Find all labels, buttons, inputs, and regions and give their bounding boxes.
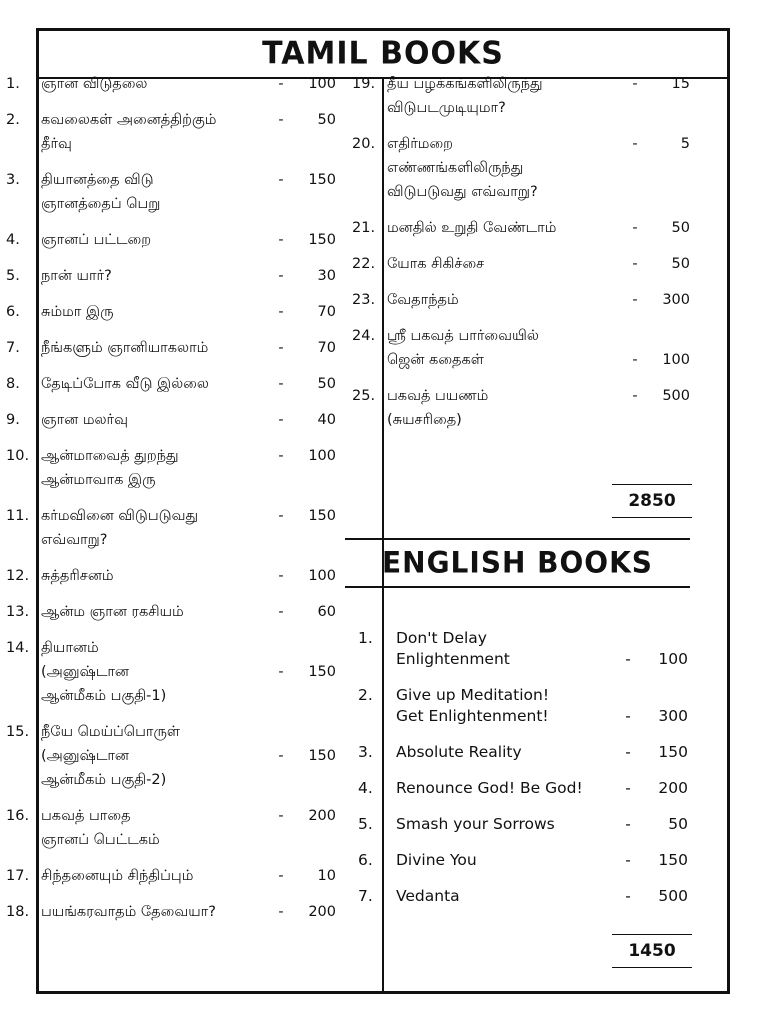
book-row	[6, 372, 336, 396]
book-number: 5.	[358, 815, 373, 833]
book-title-line: Divine You	[396, 851, 477, 869]
book-price: 30	[317, 268, 336, 284]
book-title-line: Renounce God! Be God!	[396, 779, 583, 797]
price-dash: -	[625, 815, 631, 833]
book-title-line: தேடிப்போக வீடு இல்லை	[41, 376, 209, 392]
book-title-line: (அனுஷ்டான	[41, 664, 129, 680]
price-dash: -	[278, 568, 284, 584]
book-title	[41, 636, 270, 708]
book-title	[41, 504, 270, 552]
price-dash: -	[278, 172, 284, 188]
book-number: 7.	[358, 887, 373, 905]
book-row	[6, 600, 336, 624]
book-title	[41, 444, 270, 492]
book-title	[396, 814, 616, 835]
book-title-line: ஞான விடுதலை	[41, 76, 148, 92]
book-price: 150	[658, 851, 688, 869]
book-title-line: கவலைகள் அனைத்திற்கும்	[41, 112, 217, 128]
book-row	[6, 228, 336, 252]
book-title	[387, 132, 624, 204]
book-title	[41, 564, 270, 588]
book-title	[41, 108, 270, 156]
book-title	[41, 168, 270, 216]
book-price: 150	[308, 508, 336, 524]
book-price: 100	[308, 76, 336, 92]
book-number: 4.	[6, 232, 20, 248]
book-price: 70	[317, 340, 336, 356]
book-title-line: நீங்களும் ஞானியாகலாம்	[41, 340, 209, 356]
book-title-line: நான் யார்?	[41, 268, 112, 284]
book-price: 150	[658, 743, 688, 761]
book-row	[6, 336, 336, 360]
book-title	[41, 300, 270, 324]
book-row	[358, 886, 688, 907]
book-row	[358, 742, 688, 763]
book-title-line: Absolute Reality	[396, 743, 522, 761]
book-row	[6, 720, 336, 792]
book-price: 70	[317, 304, 336, 320]
book-title	[41, 600, 270, 624]
book-title-line: எதிர்மறை	[387, 136, 454, 152]
book-price: 150	[308, 232, 336, 248]
price-dash: -	[278, 412, 284, 428]
book-title	[396, 778, 616, 799]
book-number: 8.	[6, 376, 20, 392]
book-number: 17.	[6, 868, 30, 884]
book-number: 20.	[352, 136, 376, 152]
book-price: 15	[671, 76, 690, 92]
book-price: 50	[317, 112, 336, 128]
book-number: 11.	[6, 508, 30, 524]
price-dash: -	[278, 868, 284, 884]
book-row	[6, 72, 336, 96]
book-number: 6.	[358, 851, 373, 869]
book-price: 60	[317, 604, 336, 620]
book-row	[6, 444, 336, 492]
book-number: 22.	[352, 256, 376, 272]
price-dash: -	[278, 76, 284, 92]
book-title-line: தியானத்தை விடு	[41, 172, 154, 188]
book-row	[358, 778, 688, 799]
book-title-line: Enlightenment	[396, 650, 510, 668]
book-row	[358, 685, 688, 727]
book-row	[358, 814, 688, 835]
book-title-line: எவ்வாறு?	[41, 532, 108, 548]
price-dash: -	[632, 352, 638, 368]
book-title-line: பயங்கரவாதம் தேவையா?	[41, 904, 216, 920]
book-title	[387, 324, 624, 372]
book-number: 13.	[6, 604, 30, 620]
book-title-line: ஞானப் பட்டறை	[41, 232, 152, 248]
book-title-line: விடுபடமுடியுமா?	[387, 100, 506, 116]
tamil-books-title: TAMIL BOOKS	[262, 35, 504, 72]
book-title-line: தீர்வு	[41, 136, 72, 152]
book-row	[352, 324, 690, 372]
book-number: 9.	[6, 412, 20, 428]
book-title-line: கர்மவினை விடுபடுவது	[41, 508, 199, 524]
book-price: 300	[662, 292, 690, 308]
price-dash: -	[278, 664, 284, 680]
book-title-line: Smash your Sorrows	[396, 815, 555, 833]
book-number: 3.	[358, 743, 373, 761]
book-title-line: பகவத் பாதை	[41, 808, 131, 824]
book-row	[352, 252, 690, 276]
book-title-line: ஸ்ரீ பகவத் பார்வையில்	[387, 328, 539, 344]
book-number: 19.	[352, 76, 376, 92]
english-books-list	[358, 628, 688, 922]
book-number: 21.	[352, 220, 376, 236]
book-title-line: சுத்தரிசனம்	[41, 568, 114, 584]
book-price: 200	[308, 808, 336, 824]
book-price: 5	[680, 136, 690, 152]
book-row	[6, 108, 336, 156]
price-dash: -	[278, 268, 284, 284]
book-row	[352, 216, 690, 240]
price-dash: -	[632, 388, 638, 404]
tamil-books-list-left	[6, 72, 336, 936]
book-row	[6, 300, 336, 324]
book-row	[6, 168, 336, 216]
book-title-line: Don't Delay	[396, 629, 487, 647]
book-number: 23.	[352, 292, 376, 308]
book-title-line: எண்ணங்களிலிருந்து	[387, 160, 524, 176]
book-row	[352, 72, 690, 120]
book-row	[6, 900, 336, 924]
book-number: 4.	[358, 779, 373, 797]
book-price: 100	[308, 568, 336, 584]
book-title	[41, 228, 270, 252]
book-title	[41, 720, 270, 792]
price-dash: -	[278, 304, 284, 320]
book-title	[41, 372, 270, 396]
book-row	[6, 264, 336, 288]
book-row	[6, 636, 336, 708]
price-dash: -	[278, 508, 284, 524]
book-price: 200	[308, 904, 336, 920]
price-dash: -	[278, 232, 284, 248]
book-title-line: Vedanta	[396, 887, 460, 905]
book-number: 14.	[6, 640, 30, 656]
tamil-books-list-right	[352, 72, 690, 444]
price-dash: -	[278, 604, 284, 620]
book-number: 25.	[352, 388, 376, 404]
book-price: 150	[308, 748, 336, 764]
book-number: 5.	[6, 268, 20, 284]
book-price: 500	[662, 388, 690, 404]
book-price: 100	[662, 352, 690, 368]
book-title-line: மனதில் உறுதி வேண்டாம்	[387, 220, 557, 236]
book-title	[387, 252, 624, 276]
book-title	[41, 900, 270, 924]
book-title-line: பகவத் பயணம்	[387, 388, 489, 404]
book-title	[396, 886, 616, 907]
book-title	[396, 742, 616, 763]
book-number: 7.	[6, 340, 20, 356]
book-price: 50	[671, 220, 690, 236]
book-row	[6, 864, 336, 888]
book-price: 50	[668, 815, 688, 833]
price-dash: -	[278, 376, 284, 392]
book-title	[396, 685, 616, 727]
book-price: 50	[671, 256, 690, 272]
book-title-line: ஞானப் பெட்டகம்	[41, 832, 160, 848]
price-dash: -	[632, 220, 638, 236]
book-price: 50	[317, 376, 336, 392]
book-title	[41, 264, 270, 288]
book-row	[6, 504, 336, 552]
book-title-line: ஆன்மீகம் பகுதி-2)	[41, 772, 167, 788]
book-price: 500	[658, 887, 688, 905]
price-dash: -	[632, 136, 638, 152]
book-title-line: வேதாந்தம்	[387, 292, 459, 308]
price-dash: -	[625, 743, 631, 761]
book-number: 15.	[6, 724, 30, 740]
book-title-line: ஜென் கதைகள்	[387, 352, 484, 368]
book-title	[387, 384, 624, 432]
book-title	[396, 850, 616, 871]
english-books-title: ENGLISH BOOKS	[382, 545, 653, 580]
book-row	[352, 132, 690, 204]
book-number: 16.	[6, 808, 30, 824]
book-title	[387, 216, 624, 240]
book-row	[6, 564, 336, 588]
book-title-line: நீயே மெய்ப்பொருள்	[41, 724, 180, 740]
book-number: 18.	[6, 904, 30, 920]
price-dash: -	[278, 904, 284, 920]
book-price: 40	[317, 412, 336, 428]
book-title-line: ஞான மலர்வு	[41, 412, 128, 428]
price-dash: -	[632, 256, 638, 272]
english-books-header	[345, 538, 690, 588]
book-price: 300	[658, 707, 688, 725]
book-title	[41, 408, 270, 432]
book-number: 1.	[358, 629, 373, 647]
book-title-line: (அனுஷ்டான	[41, 748, 129, 764]
book-price: 100	[308, 448, 336, 464]
book-title-line: தியானம்	[41, 640, 99, 656]
book-title-line: ஆன்மாவைத் துறந்து	[41, 448, 179, 464]
price-dash: -	[625, 887, 631, 905]
tamil-books-total: 2850	[612, 484, 692, 518]
book-number: 2.	[6, 112, 20, 128]
book-title-line: Give up Meditation!	[396, 686, 550, 704]
book-number: 3.	[6, 172, 20, 188]
price-dash: -	[278, 448, 284, 464]
price-dash: -	[625, 851, 631, 869]
book-title-line: (சுயசரிதை)	[387, 412, 462, 428]
book-title-line: விடுபடுவது எவ்வாறு?	[387, 184, 538, 200]
book-number: 12.	[6, 568, 30, 584]
book-title	[41, 864, 270, 888]
book-number: 6.	[6, 304, 20, 320]
book-title-line: சும்மா இரு	[41, 304, 114, 320]
book-title	[396, 628, 616, 670]
book-row	[6, 408, 336, 432]
price-dash: -	[625, 650, 631, 668]
book-title-line: Get Enlightenment!	[396, 707, 549, 725]
book-title	[387, 288, 624, 312]
book-title-line: ஆன்மீகம் பகுதி-1)	[41, 688, 167, 704]
price-dash: -	[278, 112, 284, 128]
book-number: 24.	[352, 328, 376, 344]
book-title	[387, 72, 624, 120]
book-title-line: தீய பழக்கங்களிலிருந்து	[387, 76, 543, 92]
book-number: 2.	[358, 686, 373, 704]
english-books-total: 1450	[612, 934, 692, 968]
book-title-line: யோக சிகிச்சை	[387, 256, 485, 272]
book-row	[358, 628, 688, 670]
book-number: 10.	[6, 448, 30, 464]
price-dash: -	[625, 707, 631, 725]
book-title	[41, 336, 270, 360]
book-number: 1.	[6, 76, 20, 92]
price-dash: -	[278, 340, 284, 356]
price-dash: -	[632, 292, 638, 308]
price-dash: -	[278, 748, 284, 764]
book-title-line: சிந்தனையும் சிந்திப்பும்	[41, 868, 194, 884]
book-title-line: ஆன்ம ஞான ரகசியம்	[41, 604, 184, 620]
book-row	[6, 804, 336, 852]
price-dash: -	[632, 76, 638, 92]
book-row	[352, 384, 690, 432]
book-price: 200	[658, 779, 688, 797]
book-title-line: ஆன்மாவாக இரு	[41, 472, 156, 488]
book-price: 150	[308, 172, 336, 188]
book-title	[41, 72, 270, 96]
price-dash: -	[278, 808, 284, 824]
book-price: 150	[308, 664, 336, 680]
book-price: 100	[658, 650, 688, 668]
book-row	[352, 288, 690, 312]
book-row	[358, 850, 688, 871]
book-price: 10	[317, 868, 336, 884]
book-title	[41, 804, 270, 852]
book-title-line: ஞானத்தைப் பெறு	[41, 196, 161, 212]
price-dash: -	[625, 779, 631, 797]
